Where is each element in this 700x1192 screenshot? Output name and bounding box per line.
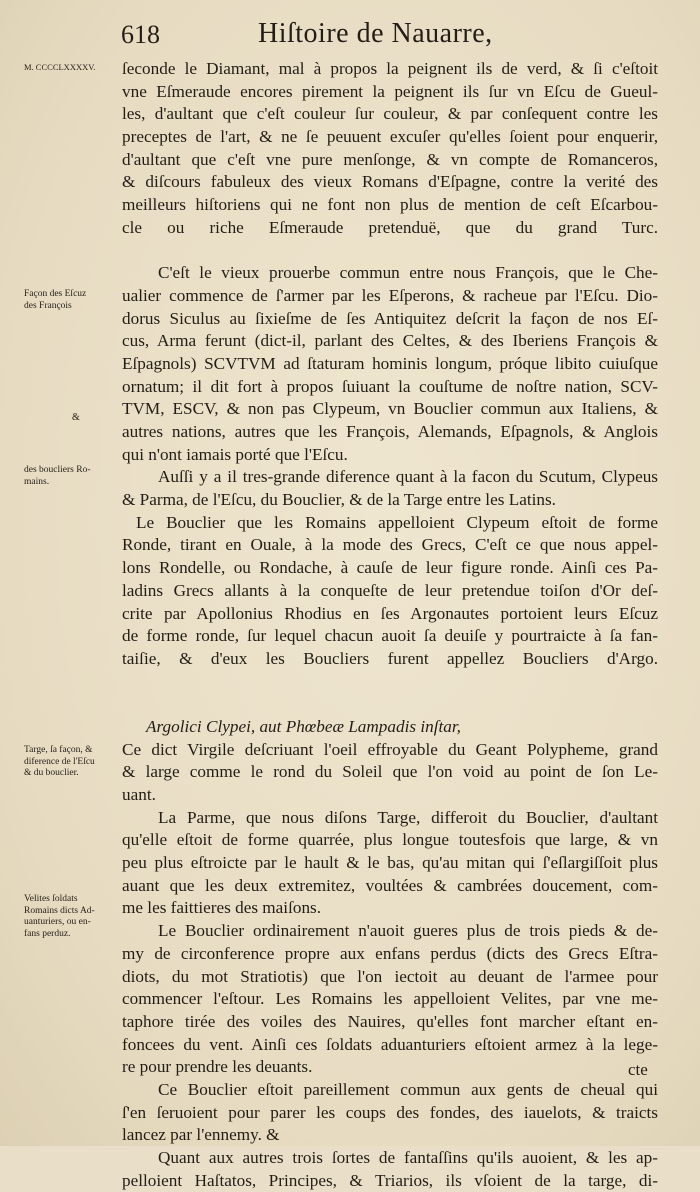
- text-line: diots, du mot Stratiotis) que l'on iectoit au deuant de l'armee pour: [122, 966, 658, 986]
- margin-note-boucliers: des boucliers Ro- mains.: [24, 465, 91, 487]
- text-line: vne Eſmeraude encores pirement la peignent ils ſur vn Eſcu de Gueul-: [122, 81, 658, 101]
- verse-line: Argolici Clypei, aut Phœbeæ Lampadis inſtar,: [146, 716, 461, 736]
- text-line: uant.: [122, 785, 156, 804]
- text-line: my de circonference propre aux enfans perdus (dicts des Grecs Eſtra-: [122, 943, 658, 963]
- text-line: crite par Apollonius Rhodius en ſes Argonautes portoient leurs Eſcuz: [122, 603, 658, 623]
- text-line: [122, 693, 658, 716]
- text-line: Eſpagnols) SCVTVM ad ſtaturam hominis longum, próque libito cuiuſque: [122, 353, 658, 373]
- text-line: cus, Arma ferunt (dict-il, parlant des Celtes, & des Iberiens François &: [122, 331, 658, 351]
- margin-note-escuz: Façon des Eſcuz des François: [24, 289, 87, 311]
- text-line: peu plus eſtroicte par le hault & le bas, qu'au mitan qui ſ'eſlargiſſoit plus: [122, 853, 658, 873]
- text-line: & Parma, de l'Eſcu, du Bouclier, & de la Targe entre les Latins.: [122, 490, 556, 510]
- text-line: cle ou riche Eſmeraude pretenduë, que du grand Turc.: [122, 217, 658, 237]
- margin-note-velites: Velites ſoldats Romains dicts Ad- uanturiers, ou en- fans perduz.: [24, 894, 95, 939]
- text-line: ſ'en ſeruoient pour parer les coups des fondes, des iauelots, & traicts: [122, 1102, 658, 1122]
- text-line: ornatum; il dit fort à propos ſuiuant la couſtume de noſtre nation, SCV-: [122, 376, 658, 396]
- text-line: qui n'ont iamais porté que l'Eſcu.: [122, 444, 348, 464]
- text-line: de forme ronde, ſur lequel chacun auoit ſa deuiſe y pourtraicte à ſa fan-: [122, 626, 658, 646]
- text-line: La Parme, que nous diſons Targe, differoit du Bouclier, d'aultant: [158, 807, 658, 827]
- text-line: [122, 671, 658, 694]
- text-line: preceptes de l'art, & ne ſe peuuent excuſer qu'elles ſoient pour enquerir,: [122, 127, 658, 147]
- running-title: Hiſtoire de Nauarre,: [258, 18, 493, 49]
- text-line: taphore tirée des voiles des Nauires, qu'elles font marcher eſtant en-: [122, 1011, 658, 1031]
- text-line: re pour prendre les deuants.: [122, 1057, 313, 1077]
- text-line: d'aultant que c'eſt vne pure menſonge, & vn compte de Romanceros,: [122, 149, 658, 169]
- text-line: Ce Bouclier eſtoit pareillement commun aux gents de cheual qui: [158, 1079, 658, 1099]
- text-line: [122, 240, 658, 263]
- running-header: [0, 18, 700, 54]
- text-line: Quant aux autres trois ſortes de fantaſſins qu'ils auoient, & les ap-: [158, 1148, 658, 1167]
- text-line: qu'elle eſtoit de forme quarrée, plus longue toutesfois que large, & vn: [122, 830, 658, 850]
- margin-year: M. CCCCLXXXXV.: [24, 62, 96, 72]
- text-line: les, d'aultant que c'eſt couleur ſur couleur, & par conſequent contre les: [122, 104, 658, 124]
- text-line: commencer l'eſtour. Les Romains les appelloient Velites, par vne me-: [122, 989, 658, 1009]
- text-line: pelloient Haſtatos, Principes, & Triarios, ils vſoient de la targe, di-: [122, 1170, 658, 1190]
- text-line: lons Rondelle, ou Rondache, à cauſe de leur figure ronde. Ainſi ces Pa-: [122, 558, 658, 578]
- text-line: Ce dict Virgile deſcriuant l'oeil effroyable du Geant Polypheme, grand: [122, 739, 658, 759]
- margin-note-ampersand: &: [72, 412, 80, 423]
- page-number: 618: [121, 20, 160, 49]
- text-line: me les faittieres des maiſons.: [122, 898, 322, 918]
- text-line: foncees du vent. Ainſi ces ſoldats aduanturiers eſtoient armez à la lege-: [122, 1034, 658, 1054]
- text-line: autres nations, autres que les François, Alemands, Eſpagnols, & Anglois: [122, 422, 658, 441]
- text-line: meilleurs hiſtoriens qui ne font non plus de mention de ceſt Eſcarbou-: [122, 195, 658, 215]
- text-line: Le Bouclier ordinairement n'auoit gueres plus de trois pieds & de-: [158, 921, 658, 941]
- text-line: ladins Grecs allants à la conqueſte de leur pretendue toiſon d'Or deſ-: [122, 580, 658, 600]
- text-line: auant que les deux extremitez, voultées & cambrées doucement, com-: [122, 875, 658, 895]
- text-line: dorus Siculus au ſixieſme de ſes Antiquitez deſcrit la façon de nos Eſ-: [122, 308, 658, 328]
- text-line: C'eſt le vieux prouerbe commun entre nous François, que le Che-: [158, 263, 658, 283]
- main-text: [122, 58, 658, 1192]
- text-line: TVM, ESCV, & non pas Clypeum, vn Bouclier commun aux Italiens, &: [122, 399, 658, 419]
- text-line: ſeconde le Diamant, mal à propos la peignent ils de verd, & ſi c'eſtoit: [122, 59, 658, 78]
- margin-note-targe: Targe, ſa façon, & diference de l'Eſcu & du bouclier.: [24, 745, 95, 778]
- catchword: cte: [628, 1060, 648, 1079]
- text-line: Auſſi y a il tres-grande diference quant à la facon du Scutum, Clypeus: [158, 467, 658, 487]
- text-line: Le Bouclier que les Romains appelloient Clypeum eſtoit de forme: [136, 512, 658, 532]
- text-line: lancez par l'ennemy. &: [122, 1125, 280, 1145]
- text-line: ualier commence de ſ'armer par les Eſperons, & racheue par l'Eſcu. Dio-: [122, 285, 658, 305]
- text-line: Ronde, tirant en Ouale, à la mode des Grecs, C'eſt ce que nous appel-: [122, 535, 658, 555]
- text-line: & large comme le rond du Soleil que l'on void au point de ſon Le-: [122, 762, 658, 782]
- text-line: taiſie, & d'eux les Boucliers furent appellez Boucliers d'Argo.: [122, 648, 658, 668]
- text-line: & diſcours fabuleux des vieux Romans d'Eſpagne, contre la verité des: [122, 172, 658, 192]
